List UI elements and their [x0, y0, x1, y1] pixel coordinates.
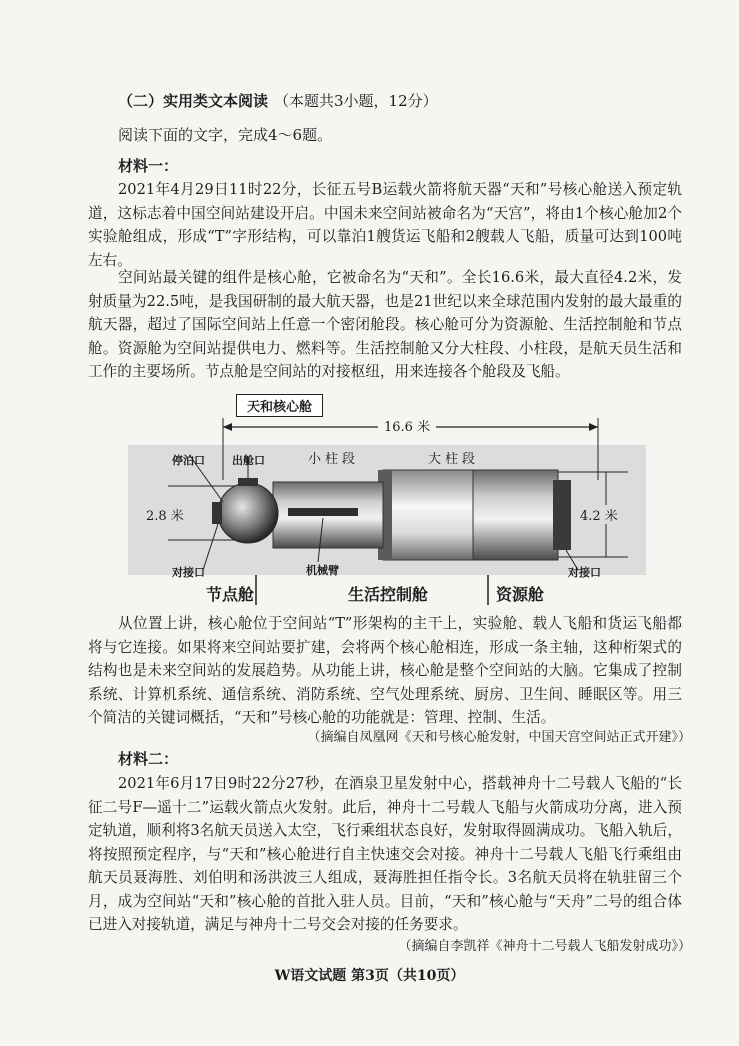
- docking-port-left-label: 对接口: [172, 566, 205, 579]
- docking-port-right-shape: [553, 480, 571, 550]
- length-arrow-left-icon: [223, 423, 232, 431]
- berthing-port-label: 停泊口: [172, 454, 205, 467]
- resource-module-label: 资源舱: [496, 585, 545, 604]
- material1-paragraph-2: 空间站最关键的组件是核心舱，它被命名为“天和”。全长16.6米，最大直径4.2米，发射质量为22.5吨，是我国研制的最大航天器，也是21世纪以来全球范围内发射的最大最重的航天器，超过了国际空间站上任意一个密闭舱段。核心舱可分为资源舱、生活控制舱和节点舱。资源舱为空间站提供电力、燃料等。生活控制舱又分大柱段、小柱段，是航天员生活和工作的主要场所。节点舱是空间站的对接枢纽，用来连接各个舱段及飞船。: [88, 269, 682, 380]
- length-arrow-right-icon: [589, 423, 598, 431]
- material2-paragraph-1: 2021年6月17日9时22分27秒，在酒泉卫星发射中心，搭载神舟十二号载人飞船的“长征二号F—遥十二”运载火箭点火发射。此后，神舟十二号载人飞船与火箭成功分离，进入预定轨道，顺利将3名航天员送入太空，飞行乘组状态良好，发射取得圆满成功。飞船入轨后，将按照预定程序，与“天和”核心舱进行自主快速交会对接。神舟十二号载人飞船飞行乘组由航天员聂海胜、刘伯明和汤洪波三人组成，聂海胜担任指令长。3名航天员将在轨驻留三个月，成为空间站“天和”核心舱的首批入驻人员。目前，“天和”核心舱与“天舟”二号的组合体已进入对接轨道，满足与神舟十二号交会对接的任务要求。: [88, 775, 682, 933]
- life-control-module-label: 生活控制舱: [348, 585, 429, 604]
- section-heading: （二）实用类文本阅读: [118, 92, 269, 110]
- exit-hatch-shape: [238, 478, 258, 486]
- material1-paragraph-3: 从位置上讲，核心舱位于空间站“T”形架构的主干上，实验舱、载人飞船和货运飞船都将与它连接。如果将来空间站要扩建，会将两个核心舱相连，形成一条主轴，这种桁架式的结构也是未来空间站的发展趋势。从功能上讲，核心舱是整个空间站的大脑。它集成了控制系统、计算机系统、通信系统、消防系统、空气处理系统、厨房、卫生间、睡眠区等。用三个简洁的关键词概括，“天和”号核心舱的功能就是：管理、控制、生活。: [88, 615, 682, 726]
- reading-instruction: 阅读下面的文字，完成4～6题。: [118, 126, 333, 144]
- robot-arm-label: 机械臂: [306, 564, 339, 577]
- left-diameter-label: 2.8 米: [146, 505, 184, 524]
- material1-source: （摘编自凤凰网《天和号核心舱发射，中国天宫空间站正式开建》）: [307, 730, 691, 745]
- material1-label: 材料一：: [118, 157, 179, 175]
- robot-arm-shape: [288, 508, 358, 516]
- page-footer: W语文试题 第3页（共10页）: [274, 968, 465, 984]
- material2-label: 材料二：: [118, 750, 179, 768]
- right-diameter-label: 4.2 米: [580, 505, 618, 524]
- small-segment-label: 小柱段: [308, 452, 360, 467]
- section-note: （本题共3小题，12分）: [274, 92, 438, 110]
- figure-title: 天和核心舱: [236, 394, 323, 417]
- docking-port-left-shape: [212, 502, 222, 524]
- tianhe-core-module-figure: [128, 390, 646, 605]
- material2-source: （摘编自李凯祥《神舟十二号载人飞船发射成功》）: [398, 939, 691, 954]
- node-module-label: 节点舱: [206, 585, 255, 604]
- large-segment-label: 大柱段: [428, 452, 480, 467]
- exit-hatch-label: 出舱口: [232, 454, 265, 467]
- large-segment-shape: [383, 470, 473, 560]
- node-module-shape: [218, 483, 278, 543]
- length-label: 16.6 米: [378, 416, 436, 435]
- material1-paragraph-1: 2021年4月29日11时22分，长征五号B运载火箭将航天器“天和”号核心舱送入预定轨道，这标志着中国空间站建设开启。中国未来空间站被命名为“天宫”，将由1个核心舱加2个实验舱组成，形成“T”字形结构，可以靠泊1艘货运飞船和2艘载人飞船，质量可达到100吨左右。: [88, 181, 682, 269]
- section-title: [118, 90, 438, 111]
- resource-module-shape: [468, 470, 558, 560]
- docking-port-right-label: 对接口: [568, 566, 601, 579]
